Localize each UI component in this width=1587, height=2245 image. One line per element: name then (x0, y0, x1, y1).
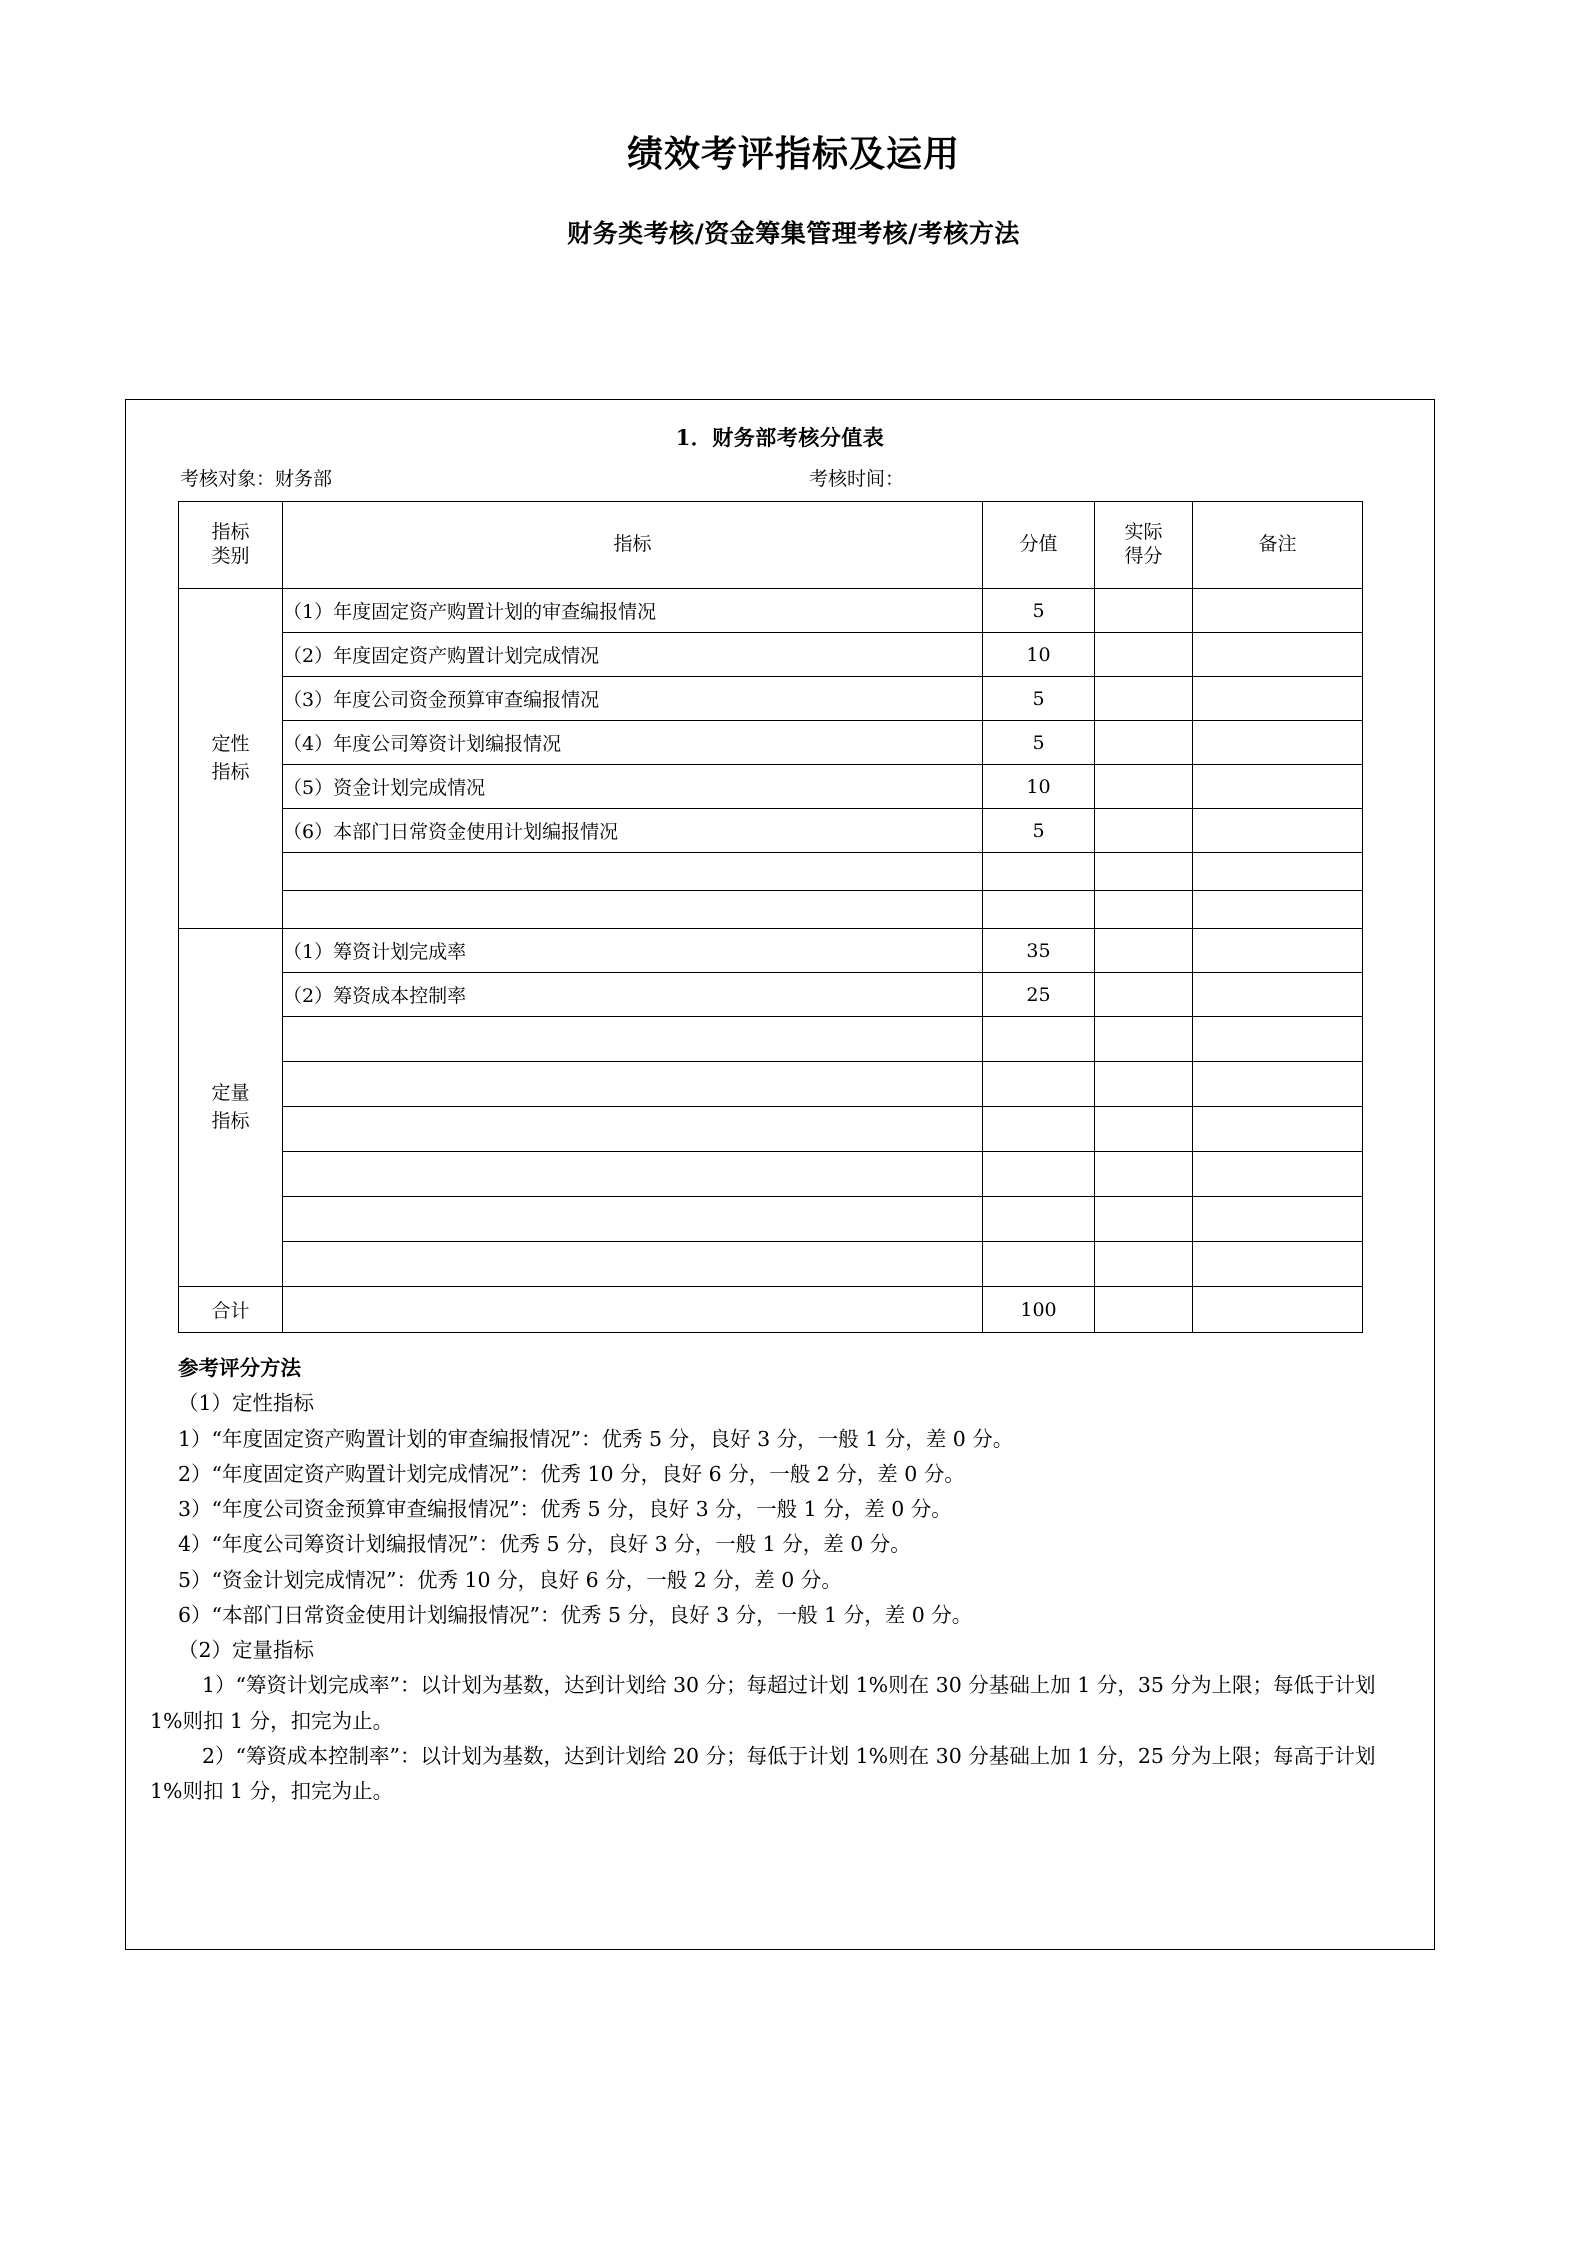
quantitative-heading: （2）定量指标 (178, 1638, 315, 1662)
score-cell: 35 (983, 929, 1095, 973)
table-row (179, 929, 1363, 973)
assessment-time-label: 考核时间： (809, 468, 905, 490)
table-header-row (179, 502, 1363, 589)
actual-score-cell[interactable] (1095, 677, 1193, 721)
qualitative-item: 3）“年度公司资金预算审查编报情况”：优秀 5 分，良好 3 分，一般 1 分，差 0 分。 (178, 1497, 952, 1521)
actual-score-cell[interactable] (1095, 721, 1193, 765)
score-cell: 5 (983, 809, 1095, 853)
score-cell: 5 (983, 677, 1095, 721)
qualitative-item: 5）“资金计划完成情况”：优秀 10 分，良好 6 分，一般 2 分，差 0 分。 (178, 1567, 842, 1592)
header-category: 指标 类别 (179, 502, 283, 589)
actual-score-cell[interactable] (1095, 1017, 1193, 1062)
actual-score-cell[interactable] (1095, 633, 1193, 677)
table-row-empty (179, 1197, 1363, 1242)
score-cell[interactable] (983, 1107, 1095, 1152)
quantitative-item: 2）“筹资成本控制率”：以计划为基数，达到计划给 20 分；每低于计划 1%则在 30 分基础上加 1 分，25 分为上限；每高于计划 1%则扣 1 分，扣完为止。 (150, 1743, 1376, 1803)
actual-score-cell[interactable] (1095, 1197, 1193, 1242)
assessment-subject-label: 考核对象：财务部 (180, 468, 333, 490)
indicator-cell: （1）年度固定资产购置计划的审查编报情况 (283, 589, 983, 633)
content-frame (125, 399, 1435, 1950)
indicator-cell[interactable] (283, 1242, 983, 1287)
table-row (179, 809, 1363, 853)
note-cell[interactable] (1193, 929, 1363, 973)
actual-score-cell[interactable] (1095, 853, 1193, 891)
indicator-cell[interactable] (283, 853, 983, 891)
table-total-row (179, 1287, 1363, 1333)
note-cell[interactable] (1193, 1017, 1363, 1062)
score-cell[interactable] (983, 1197, 1095, 1242)
qualitative-item: 1）“年度固定资产购置计划的审查编报情况”：优秀 5 分，良好 3 分，一般 1 分，差 0 分。 (178, 1426, 1014, 1451)
scoring-method-section (150, 1351, 1412, 1809)
indicator-cell[interactable] (283, 1062, 983, 1107)
note-cell[interactable] (1193, 721, 1363, 765)
header-indicator: 指标 (283, 502, 983, 589)
table-row-empty (179, 891, 1363, 929)
score-cell: 25 (983, 973, 1095, 1017)
header-note: 备注 (1193, 502, 1363, 589)
total-actual-cell[interactable] (1095, 1287, 1193, 1333)
indicator-cell: （2）筹资成本控制率 (283, 973, 983, 1017)
table-meta-row (126, 464, 1434, 494)
table-row-empty (179, 853, 1363, 891)
table-row (179, 589, 1363, 633)
header-score: 分值 (983, 502, 1095, 589)
score-cell[interactable] (983, 1152, 1095, 1197)
note-cell[interactable] (1193, 853, 1363, 891)
score-cell[interactable] (983, 891, 1095, 929)
table-row-empty (179, 1062, 1363, 1107)
table-row-empty (179, 1107, 1363, 1152)
table-row (179, 633, 1363, 677)
score-cell[interactable] (983, 1017, 1095, 1062)
score-cell: 5 (983, 721, 1095, 765)
qualitative-item: 4）“年度公司筹资计划编报情况”：优秀 5 分，良好 3 分，一般 1 分，差 0 分。 (178, 1532, 911, 1557)
note-cell[interactable] (1193, 677, 1363, 721)
score-cell: 5 (983, 589, 1095, 633)
note-cell[interactable] (1193, 765, 1363, 809)
indicator-cell: （6）本部门日常资金使用计划编报情况 (283, 809, 983, 853)
actual-score-cell[interactable] (1095, 973, 1193, 1017)
table-row-empty (179, 1152, 1363, 1197)
indicator-cell[interactable] (283, 891, 983, 929)
indicator-cell[interactable] (283, 1107, 983, 1152)
note-cell[interactable] (1193, 973, 1363, 1017)
actual-score-cell[interactable] (1095, 765, 1193, 809)
indicator-cell: （4）年度公司筹资计划编报情况 (283, 721, 983, 765)
table-body (179, 589, 1363, 1333)
actual-score-cell[interactable] (1095, 809, 1193, 853)
score-cell[interactable] (983, 853, 1095, 891)
note-cell[interactable] (1193, 1062, 1363, 1107)
table-row (179, 973, 1363, 1017)
table-row (179, 721, 1363, 765)
category-cell-quantitative: 定量 指标 (179, 929, 283, 1287)
indicator-cell: （5）资金计划完成情况 (283, 765, 983, 809)
actual-score-cell[interactable] (1095, 1107, 1193, 1152)
indicator-cell: （3）年度公司资金预算审查编报情况 (283, 677, 983, 721)
actual-score-cell[interactable] (1095, 589, 1193, 633)
note-cell[interactable] (1193, 633, 1363, 677)
qualitative-item: 6）“本部门日常资金使用计划编报情况”：优秀 5 分，良好 3 分，一般 1 分，差 0 分。 (178, 1602, 973, 1627)
total-label-cell: 合计 (179, 1287, 283, 1333)
indicator-cell[interactable] (283, 1152, 983, 1197)
total-indicator-cell (283, 1287, 983, 1333)
page-title: 绩效考评指标及运用 (626, 133, 960, 175)
actual-score-cell[interactable] (1095, 1242, 1193, 1287)
note-cell[interactable] (1193, 1242, 1363, 1287)
note-cell[interactable] (1193, 891, 1363, 929)
score-cell[interactable] (983, 1062, 1095, 1107)
indicator-cell: （1）筹资计划完成率 (283, 929, 983, 973)
actual-score-cell[interactable] (1095, 891, 1193, 929)
table-row-empty (179, 1242, 1363, 1287)
table-row (179, 765, 1363, 809)
note-cell[interactable] (1193, 809, 1363, 853)
table-title: 1．财务部考核分值表 (675, 425, 885, 450)
note-cell[interactable] (1193, 1152, 1363, 1197)
total-score-cell: 100 (983, 1287, 1095, 1333)
table-row (179, 677, 1363, 721)
score-table (178, 501, 1363, 1333)
table-row-empty (179, 1017, 1363, 1062)
header-actual-score: 实际 得分 (1095, 502, 1193, 589)
indicator-cell[interactable] (283, 1197, 983, 1242)
total-note-cell[interactable] (1193, 1287, 1363, 1333)
qualitative-heading: （1）定性指标 (178, 1391, 315, 1416)
category-cell-qualitative: 定性 指标 (179, 589, 283, 929)
score-cell[interactable] (983, 1242, 1095, 1287)
scoring-method-heading: 参考评分方法 (178, 1356, 301, 1380)
actual-score-cell[interactable] (1095, 929, 1193, 973)
indicator-cell: （2）年度固定资产购置计划完成情况 (283, 633, 983, 677)
quantitative-item: 1）“筹资计划完成率”：以计划为基数，达到计划给 30 分；每超过计划 1%则在 30 分基础上加 1 分，35 分为上限；每低于计划 1%则扣 1 分，扣完为止。 (150, 1673, 1376, 1733)
qualitative-item: 2）“年度固定资产购置计划完成情况”：优秀 10 分，良好 6 分，一般 2 分，差 0 分。 (178, 1461, 965, 1486)
actual-score-cell[interactable] (1095, 1062, 1193, 1107)
note-cell[interactable] (1193, 1107, 1363, 1152)
page-subtitle: 财务类考核/资金筹集管理考核/考核方法 (567, 219, 1020, 248)
indicator-cell[interactable] (283, 1017, 983, 1062)
score-cell: 10 (983, 765, 1095, 809)
note-cell[interactable] (1193, 1197, 1363, 1242)
actual-score-cell[interactable] (1095, 1152, 1193, 1197)
score-cell: 10 (983, 633, 1095, 677)
note-cell[interactable] (1193, 589, 1363, 633)
